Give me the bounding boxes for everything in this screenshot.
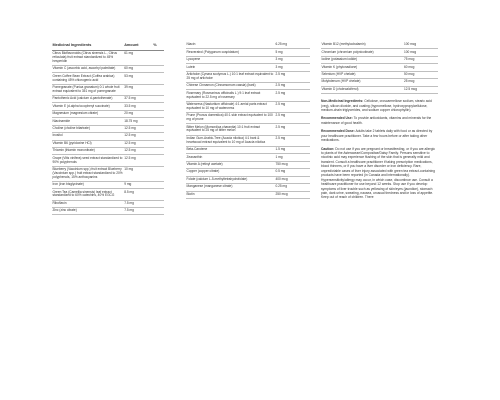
- ingredient-name: Iron (iron bisglycinate): [52, 181, 124, 188]
- ingredient-percent: [153, 103, 164, 110]
- ingredient-percent: [153, 125, 164, 132]
- ingredient-amount: 25 mcg: [403, 79, 438, 86]
- ingredient-amount: 9 mg: [124, 181, 153, 188]
- table-row: [321, 79, 438, 86]
- table-row: [186, 135, 310, 146]
- ingredient-amount: 3 mg: [275, 64, 310, 71]
- header-amount: Amount: [124, 42, 153, 50]
- ingredient-name: Inositol: [52, 133, 124, 140]
- table-row: [186, 161, 310, 168]
- medicinal-ingredients-table: [52, 42, 164, 215]
- ingredient-amount: 8.5 mg: [124, 189, 153, 200]
- ingredient-amount: 0.25 mg: [275, 184, 310, 191]
- table-row: [321, 49, 438, 56]
- ingredient-amount: 39 mg: [124, 84, 153, 95]
- table-row: [52, 200, 164, 207]
- table-row: [52, 65, 164, 72]
- non-medicinal-ingredients: [321, 99, 438, 112]
- table-row: [186, 154, 310, 161]
- ingredient-percent: [153, 50, 164, 65]
- ingredient-name: Vitamin K (phytonadione): [321, 64, 403, 71]
- ingredient-name: Resveratrol (Polygonum cuspidatum): [186, 49, 275, 56]
- ingredient-amount: 12.5 mg: [124, 148, 153, 155]
- ingredient-name: Biotin: [186, 191, 275, 198]
- table-row: [52, 125, 164, 132]
- ingredient-amount: 5 mg: [275, 49, 310, 56]
- ingredient-name: Chinese Cinnamon (Cinnamomum cassia) (bark): [186, 83, 275, 90]
- ingredient-amount: 2.5 mg: [275, 83, 310, 90]
- table-row: [52, 148, 164, 155]
- ingredient-percent: [153, 118, 164, 125]
- table-row: [52, 118, 164, 125]
- ingredient-name: Vitamin C (ascorbic acid, ascorbyl palmitate): [52, 65, 124, 72]
- recommended-dose: [321, 129, 438, 142]
- table-row: [52, 73, 164, 84]
- ingredient-percent: [153, 181, 164, 188]
- ingredient-amount: 60 mcg: [403, 64, 438, 71]
- table-row: [186, 71, 310, 82]
- table-row: [321, 86, 438, 93]
- ingredient-name: Lycopene: [186, 56, 275, 63]
- table-row: [52, 181, 164, 188]
- ingredient-amount: 50 mcg: [403, 71, 438, 78]
- table-row: [186, 90, 310, 101]
- table-row: [52, 189, 164, 200]
- ingredient-name: Blueberry (Vaccinium spp.) fruit extract Blueberry (Vaccinium spp.) fruit extract standardized to 20% polyphenols, 15% anthocyanins: [52, 166, 124, 181]
- ingredient-percent: [153, 65, 164, 72]
- ingredient-name: Green Tea (Camellia sinensis) leaf extract standardized to 60% catechins, 40% EGCG: [52, 189, 124, 200]
- table-row: [52, 208, 164, 215]
- ingredient-amount: 1 mg: [275, 154, 310, 161]
- ingredients-column-1: [52, 42, 164, 215]
- recommended-use-text: To provide antioxidants, vitamins and minerals for the maintenance of good health.: [321, 116, 432, 125]
- caution: [321, 147, 438, 200]
- recommended-use-label: Recommended Use:: [321, 116, 353, 121]
- table-row: [321, 64, 438, 71]
- ingredient-name: Beta-Carotene: [186, 146, 275, 153]
- ingredient-name: Riboflavin: [52, 200, 124, 207]
- ingredient-amount: 12.5 mg: [124, 140, 153, 147]
- ingredient-name: Chromium (chromium polynicotinate): [321, 49, 403, 56]
- ingredient-amount: 6.25 mg: [275, 42, 310, 49]
- ingredient-percent: [153, 189, 164, 200]
- table-row: [186, 191, 310, 198]
- ingredient-name: Vitamin D (cholecalciferol): [321, 86, 403, 93]
- table-row: [186, 124, 310, 135]
- ingredient-amount: 12.5 mg: [124, 133, 153, 140]
- label-text-block: [321, 99, 438, 200]
- ingredient-name: Niacin: [186, 42, 275, 49]
- ingredient-amount: 75 mcg: [403, 56, 438, 63]
- ingredient-percent: [153, 110, 164, 117]
- ingredient-name: Zinc (zinc citrate): [52, 208, 124, 215]
- table-row: [52, 110, 164, 117]
- ingredient-amount: 2.5 mg: [275, 71, 310, 82]
- ingredient-amount: 18.75 mg: [124, 118, 153, 125]
- table-row: [52, 166, 164, 181]
- ingredients-table-minerals: [321, 42, 438, 94]
- ingredients-column-2: [186, 42, 310, 199]
- ingredient-name: Choline (choline bitartrate): [52, 125, 124, 132]
- ingredient-percent: [153, 84, 164, 95]
- ingredient-percent: [153, 155, 164, 166]
- table-row: [186, 83, 310, 90]
- ingredient-amount: 12.5 mg: [124, 125, 153, 132]
- ingredient-percent: [153, 133, 164, 140]
- ingredient-amount: 12.5 mcg: [403, 86, 438, 93]
- header-ingredients: Medicinal Ingredients: [52, 42, 124, 50]
- ingredient-amount: 2.5 mg: [275, 124, 310, 135]
- table-row: [186, 64, 310, 71]
- non-medicinal-label: Non-Medicinal Ingredients:: [321, 99, 364, 104]
- ingredient-amount: 60 mg: [124, 65, 153, 72]
- ingredient-name: Selenium (HVP chelate): [321, 71, 403, 78]
- ingredient-percent: [153, 95, 164, 102]
- table-row: [52, 84, 164, 95]
- ingredient-name: Magnesium (magnesium citrate): [52, 110, 124, 117]
- ingredient-name: Vitamin B6 (pyridoxine HCl): [52, 140, 124, 147]
- ingredient-name: Iodine (potassium iodide): [321, 56, 403, 63]
- table-row: [186, 184, 310, 191]
- table-row: [321, 42, 438, 49]
- ingredient-amount: 2.5 mg: [275, 135, 310, 146]
- ingredient-amount: 250 mcg: [275, 191, 310, 198]
- ingredient-amount: 61 mg: [124, 50, 153, 65]
- ingredient-amount: 2.5 mg: [275, 113, 310, 124]
- table-row: [186, 56, 310, 63]
- ingredient-name: Folate (calcium L-5-methyltetrahydrofolate): [186, 176, 275, 183]
- ingredient-amount: 7.5 mg: [124, 200, 153, 207]
- ingredient-name: Watercress (Nasturtium officinale) 4:1 aerial parts extract equivalent to 10 mg of watercress: [186, 101, 275, 112]
- table-row: [321, 56, 438, 63]
- ingredient-name: Indian Gum-Arabic-Tree (Acacia nilotica) 4:1 bark & heartwood extract equivalent to 10 mg of Acacia nilotica: [186, 135, 275, 146]
- ingredient-name: Niacinamide: [52, 118, 124, 125]
- caution-text: Do not use if you are pregnant or breastfeeding, or if you are allergic to plants of the Asteraceae/Compositae/Daisy Family. Persons sensitive to nicotinic acid may experience flushing of the skin that is generally mild and transient. Consult a healthcare practitioner if taking prescription medications, blood thinners, or if you have a liver disorder or iron deficiency. Rare, unpredictable cases of liver injury associated with green tea extract-containing products have been reported (in Canada and internationally). Hypersensitivity/allergy may occur, in which case, discontinue use. Consult a healthcare practitioner for use beyond 12 weeks. Stop use if you develop symptoms of liver trouble such as yellowing of skin/eyes (jaundice), stomach pain, dark urine, sweating, nausea, unusual tiredness and/or loss of appetite. Keep out of reach of children. There: [321, 146, 435, 200]
- ingredient-amount: 2.5 mg: [275, 101, 310, 112]
- ingredient-amount: 10 mg: [124, 166, 153, 181]
- ingredient-amount: 12.5 mg: [124, 155, 153, 166]
- recommended-dose-label: Recommended Dose:: [321, 129, 355, 134]
- ingredient-percent: [153, 148, 164, 155]
- ingredient-amount: 100 mcg: [403, 42, 438, 49]
- table-row: [186, 42, 310, 49]
- ingredient-amount: 750 mcg: [275, 161, 310, 168]
- ingredient-percent: [153, 208, 164, 215]
- ingredient-name: Thiamin (thiamin mononitrate): [52, 148, 124, 155]
- ingredient-name: Copper (copper citrate): [186, 169, 275, 176]
- table-row: [186, 49, 310, 56]
- header-percent: %: [153, 42, 164, 50]
- ingredient-amount: 2.5 mg: [275, 90, 310, 101]
- ingredient-name: Vitamin E (d-alpha tocopheryl succinate): [52, 103, 124, 110]
- ingredient-name: Pantothenic Acid (calcium d-pantothenate): [52, 95, 124, 102]
- ingredient-percent: [153, 200, 164, 207]
- ingredient-amount: 1.5 mg: [275, 146, 310, 153]
- ingredient-name: Rosemary (Rosmarinus officinalis L.) 9:1 leaf extract equivalent to 22.5 mg of rosemary: [186, 90, 275, 101]
- ingredient-name: Molybdenum (HVP chelate): [321, 79, 403, 86]
- ingredient-amount: 33.5 mg: [124, 103, 153, 110]
- ingredient-name: Bitter Melon (Momordica charantia) 10:1 fruit extract equivalent to 25 mg of bitter melon: [186, 124, 275, 135]
- table-row: [186, 146, 310, 153]
- ingredient-name: Manganese (manganese citrate): [186, 184, 275, 191]
- ingredients-column-3: [321, 42, 438, 204]
- ingredient-name: Citrus Bioflavonoids (Citrus sinensis L., Citrus reticulata) fruit extract standardized to 45% hesperidin: [52, 50, 124, 65]
- recommended-dose-text: Adults take 2 tablets daily with food or as directed by your healthcare practitioner. Take a few hours before or after taking other medications.: [321, 129, 433, 143]
- ingredients-table-continued: [186, 42, 310, 199]
- table-row: [52, 133, 164, 140]
- ingredient-amount: 100 mcg: [403, 49, 438, 56]
- ingredient-percent: [153, 166, 164, 181]
- ingredient-amount: 7.5 mg: [124, 208, 153, 215]
- table-row: [186, 169, 310, 176]
- ingredient-percent: [153, 73, 164, 84]
- recommended-use: [321, 116, 438, 125]
- table-row: [186, 113, 310, 124]
- table-row: [186, 176, 310, 183]
- non-medicinal-text: Cellulose, croscarmellose sodium, stearic acid (veg), silicon dioxide, and coating (hypromellose, hydroxypropylcellulose, medium-chain triglycerides, and sodium copper chlorophyllin).: [321, 99, 432, 112]
- caution-label: Caution:: [321, 146, 335, 151]
- table-row: [52, 155, 164, 166]
- table-row: [52, 50, 164, 65]
- table-row: [52, 103, 164, 110]
- ingredient-amount: 53 mg: [124, 73, 153, 84]
- ingredient-amount: 37.5 mg: [124, 95, 153, 102]
- ingredient-name: Prune (Prunus domestica) 40:1 skin extract equivalent to 100 mg of prune: [186, 113, 275, 124]
- ingredient-name: Green Coffee Bean Extract (Coffea arabica) containing 45% chlorogenic acid: [52, 73, 124, 84]
- ingredient-name: Grape (Vitis vinifera) seed extract standardized to 90% polyphenols: [52, 155, 124, 166]
- ingredient-percent: [153, 140, 164, 147]
- ingredient-name: Pomegranate (Punica granatum) 0:1 whole fruit extract equivalent to 351 mg of pomegranate: [52, 84, 124, 95]
- ingredient-name: Lutein: [186, 64, 275, 71]
- table-row: [52, 140, 164, 147]
- ingredient-name: Vitamin A (retinyl acetate): [186, 161, 275, 168]
- ingredient-name: Vitamin B12 (methylcobalamin): [321, 42, 403, 49]
- ingredient-name: Artichoke (Cynara scolymus L.) 10:1 leaf extract equivalent to 25 mg of artichoke: [186, 71, 275, 82]
- ingredient-amount: 0.5 mg: [275, 169, 310, 176]
- ingredient-name: Zeaxanthin: [186, 154, 275, 161]
- table-row: [52, 95, 164, 102]
- ingredient-amount: 400 mcg: [275, 176, 310, 183]
- table-row: [186, 101, 310, 112]
- table-header-row: [52, 42, 164, 50]
- ingredient-amount: 3 mg: [275, 56, 310, 63]
- table-row: [321, 71, 438, 78]
- ingredient-amount: 20 mg: [124, 110, 153, 117]
